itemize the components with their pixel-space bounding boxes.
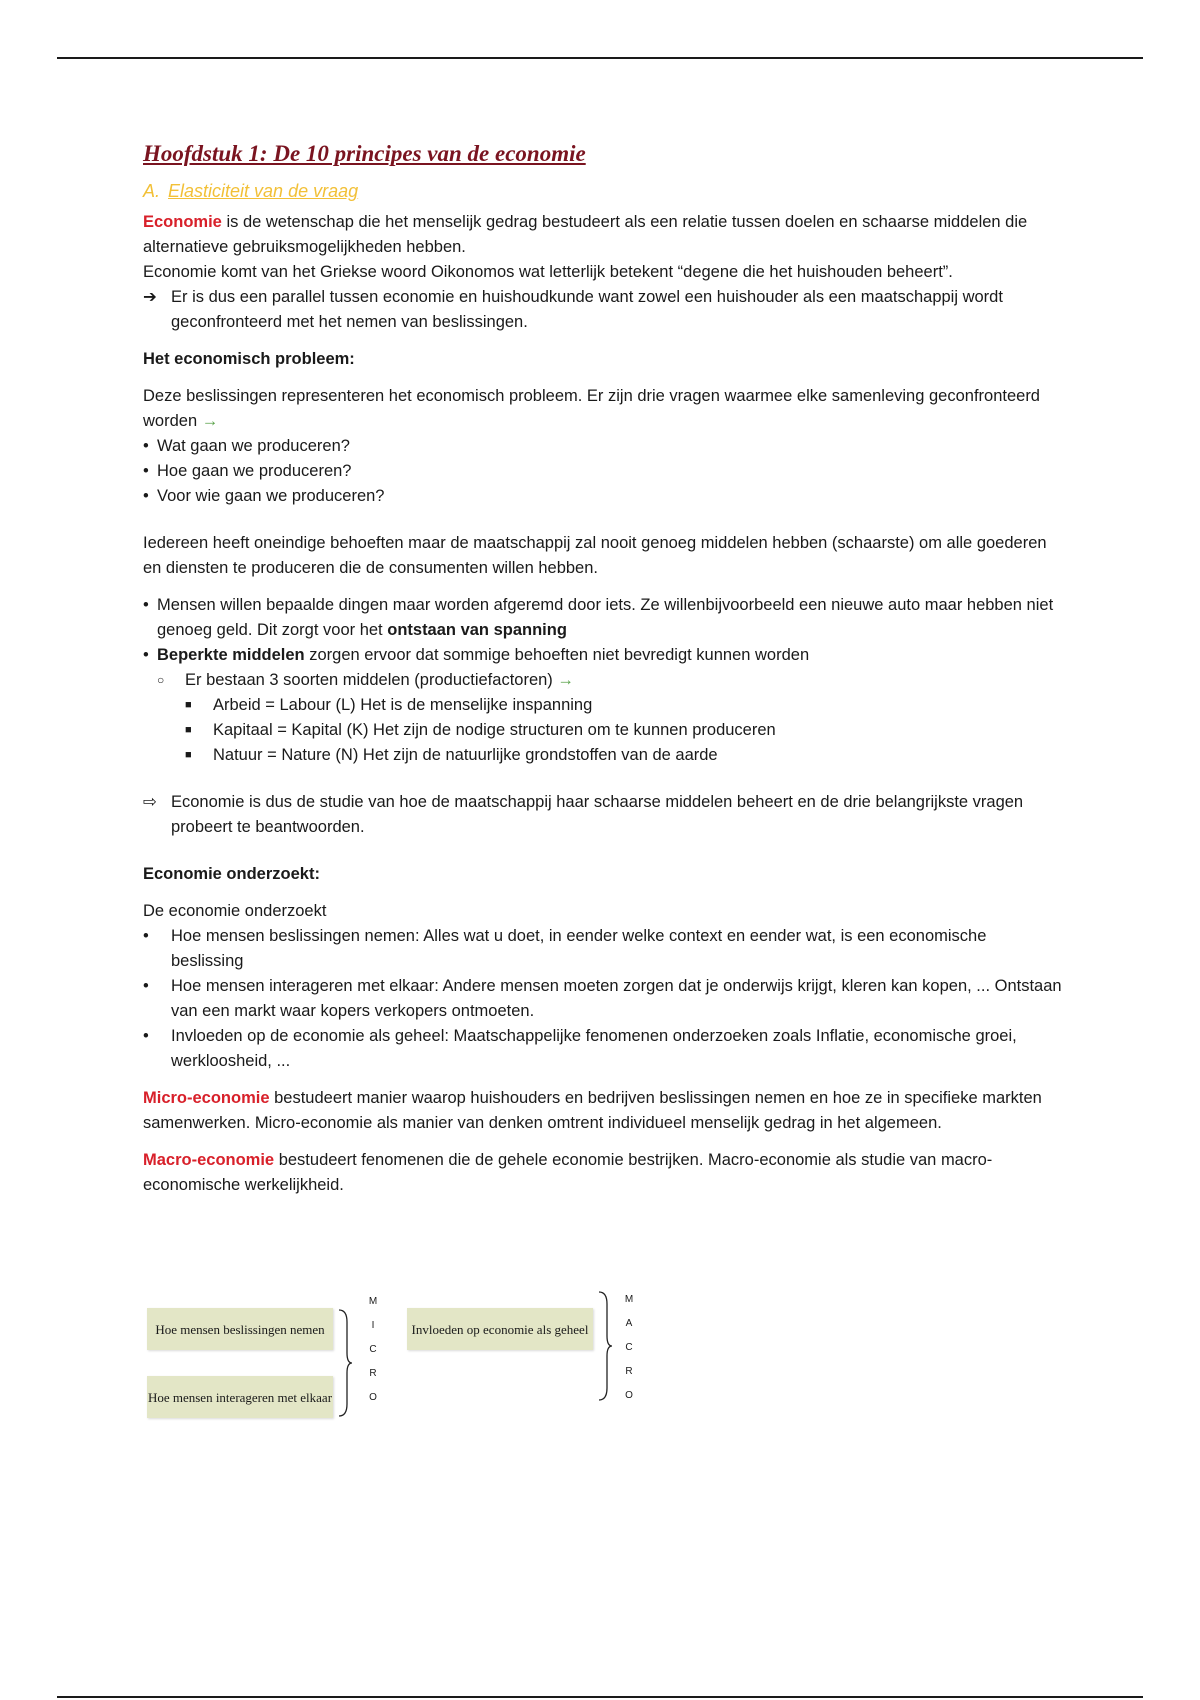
- bullet-icon: •: [143, 977, 149, 995]
- decisions-box: Hoe mensen beslissingen nemen: [147, 1308, 333, 1350]
- economy-box: Invloeden op economie als geheel: [407, 1308, 593, 1350]
- square-bullet-icon: ■: [185, 749, 192, 761]
- green-arrow-icon: →: [557, 671, 574, 689]
- bullet-icon: •: [143, 487, 149, 505]
- section-heading: [143, 178, 1063, 204]
- square-bullet-icon: ■: [185, 724, 192, 736]
- green-arrow-icon: →: [201, 412, 219, 430]
- list-item: ■ Arbeid = Labour (L) Het is de menselijke inspanning: [143, 693, 1063, 718]
- bottom-rule: [57, 1696, 1143, 1698]
- bullet-icon: •: [143, 462, 149, 480]
- economie-definition: Economie is de wetenschap die het menselijk gedrag bestudeert als een relatie tussen doelen en schaarse middelen die alternatieve gebruiksmogelijkheden hebben.: [143, 213, 1028, 256]
- right-arrow-icon: ➔: [143, 288, 157, 306]
- square-bullet-icon: ■: [185, 699, 192, 711]
- micro-letters: M I C R O: [368, 1296, 378, 1403]
- list-item: ■ Natuur = Nature (N) Het zijn de natuurlijke grondstoffen van de aarde: [143, 743, 1063, 768]
- list-item: • Wat gaan we produceren?: [143, 434, 1063, 459]
- list-item: • Voor wie gaan we produceren?: [143, 484, 1063, 509]
- circle-bullet-icon: ○: [157, 673, 165, 687]
- section-title: Elasticiteit van de vraag: [168, 181, 359, 201]
- outline-arrow-icon: ⇨: [143, 793, 157, 811]
- micro-term: Micro-economie: [143, 1089, 270, 1107]
- list-item: • Invloeden op de economie als geheel: Maatschappelijke fenomenen onderzoeken zoals Inflatie, economische groei, werkloosheid, ...: [143, 1024, 1063, 1074]
- list-item: • Beperkte middelen zorgen ervoor dat sommige behoeften niet bevredigt kunnen worden: [143, 643, 1063, 668]
- document-body: [143, 138, 1063, 1198]
- list-item: • Mensen willen bepaalde dingen maar worden afgeremd door iets. Ze willenbijvoorbeeld een nieuwe auto maar hebben niet genoeg geld. Dit zorgt voor het ontstaan van spanning: [143, 593, 1063, 643]
- bullet-icon: •: [143, 437, 149, 455]
- conclusion-point: ⇨ Economie is dus de studie van hoe de maatschappij haar schaarse middelen beheert en de drie belangrijkste vragen probeert te beantwoorden.: [143, 790, 1063, 840]
- micro-brace: [337, 1308, 353, 1418]
- list-item: ○ Er bestaan 3 soorten middelen (productiefactoren) →: [143, 668, 1063, 693]
- chapter-title: Hoofdstuk 1: De 10 principes van de economie: [143, 141, 586, 166]
- economie-origin: Economie komt van het Griekse woord Oikonomos wat letterlijk betekent “degene die het huishouden beheert”.: [143, 263, 953, 281]
- macro-definition: Macro-economie bestudeert fenomenen die de gehele economie bestrijken. Macro-economie als studie van macro-economische werkelijkheid.: [143, 1151, 993, 1194]
- bullet-icon: •: [143, 646, 149, 664]
- macro-brace: [597, 1290, 613, 1402]
- problem-heading: Het economisch probleem:: [143, 350, 355, 368]
- bullet-icon: •: [143, 1027, 149, 1045]
- economie-term: Economie: [143, 213, 222, 231]
- micro-definition: Micro-economie bestudeert manier waarop huishouders en bedrijven beslissingen nemen en hoe ze in specifieke markten samenwerken. Micro-economie als manier van denken omtrent individueel menselijk gedrag in het algemeen.: [143, 1089, 1042, 1132]
- list-item: • Hoe gaan we produceren?: [143, 459, 1063, 484]
- scarcity-text: Iedereen heeft oneindige behoeften maar de maatschappij zal nooit genoeg middelen hebben (schaarste) om alle goederen en diensten te produceren die de consumenten willen hebben.: [143, 534, 1047, 577]
- list-item: • Hoe mensen interageren met elkaar: Andere mensen moeten zorgen dat je onderwijs krijgt, kleren kan kopen, ... Ontstaan van een markt waar kopers verkopers ontmoeten.: [143, 974, 1063, 1024]
- bullet-icon: •: [143, 927, 149, 945]
- list-item: • Hoe mensen beslissingen nemen: Alles wat u doet, in eender welke context en eender wat, is een economische beslissing: [143, 924, 1063, 974]
- micro-macro-diagram: [143, 1290, 663, 1420]
- interaction-box: Hoe mensen interageren met elkaar: [147, 1376, 333, 1418]
- section-label: A.: [143, 181, 161, 201]
- research-intro: De economie onderzoekt: [143, 902, 327, 920]
- parallel-point: ➔ Er is dus een parallel tussen economie en huishoudkunde want zowel een huishouder als een maatschappij wordt geconfronteerd met het nemen van beslissingen.: [143, 285, 1063, 335]
- macro-letters: M A C R O: [624, 1294, 634, 1401]
- macro-term: Macro-economie: [143, 1151, 275, 1169]
- bullet-icon: •: [143, 596, 149, 614]
- research-heading: Economie onderzoekt:: [143, 865, 320, 883]
- problem-text: Deze beslissingen representeren het economisch probleem. Er zijn drie vragen waarmee elke samenleving geconfronteerd worden →: [143, 387, 1040, 430]
- list-item: ■ Kapitaal = Kapital (K) Het zijn de nodige structuren om te kunnen produceren: [143, 718, 1063, 743]
- top-rule: [57, 57, 1143, 59]
